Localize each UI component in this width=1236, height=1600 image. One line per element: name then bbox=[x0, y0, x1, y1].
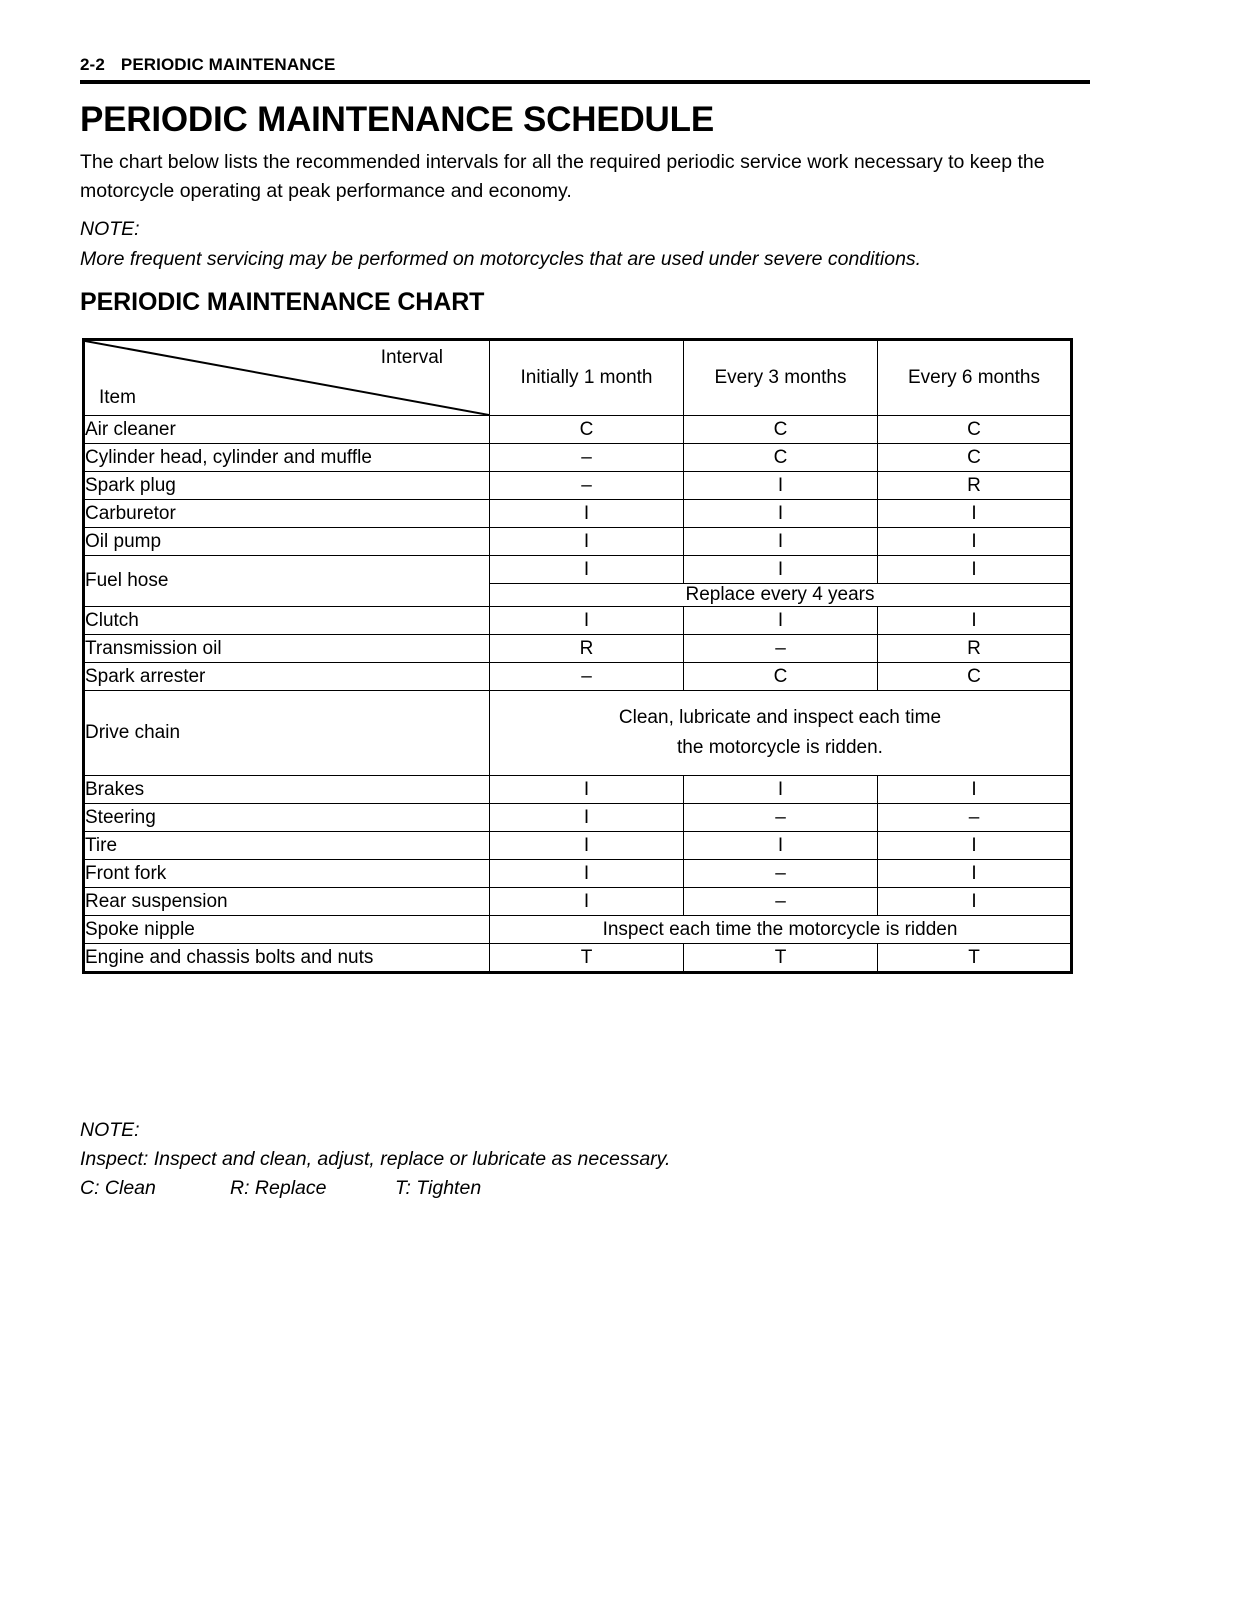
row-value: I bbox=[490, 500, 684, 528]
row-value: – bbox=[490, 472, 684, 500]
row-value: I bbox=[490, 556, 684, 584]
table-row bbox=[84, 916, 1072, 944]
row-item: Drive chain bbox=[84, 691, 490, 776]
row-value: I bbox=[490, 832, 684, 860]
row-value: I bbox=[878, 776, 1072, 804]
row-value: I bbox=[878, 832, 1072, 860]
table-row bbox=[84, 444, 1072, 472]
legend-replace: R: Replace bbox=[230, 1177, 327, 1199]
row-item: Brakes bbox=[84, 776, 490, 804]
maintenance-table bbox=[82, 338, 1073, 974]
row-item: Engine and chassis bolts and nuts bbox=[84, 944, 490, 973]
table-row bbox=[84, 556, 1072, 584]
row-item: Steering bbox=[84, 804, 490, 832]
intro-note-label: NOTE: bbox=[80, 218, 140, 240]
row-value: I bbox=[490, 607, 684, 635]
row-span-note-line2: the motorcycle is ridden. bbox=[677, 737, 883, 758]
row-value: I bbox=[878, 888, 1072, 916]
row-value: – bbox=[684, 860, 878, 888]
row-value: – bbox=[684, 888, 878, 916]
column-header-every-3-months: Every 3 months bbox=[684, 340, 878, 416]
row-value: I bbox=[684, 832, 878, 860]
section-name: PERIODIC MAINTENANCE bbox=[120, 55, 336, 74]
row-span-note bbox=[490, 691, 1072, 776]
row-value: – bbox=[490, 444, 684, 472]
row-span-note: Replace every 4 years bbox=[490, 584, 1072, 607]
row-item: Air cleaner bbox=[84, 416, 490, 444]
row-value: R bbox=[878, 635, 1072, 663]
row-item: Clutch bbox=[84, 607, 490, 635]
row-value: I bbox=[878, 500, 1072, 528]
table-row bbox=[84, 635, 1072, 663]
table-row bbox=[84, 607, 1072, 635]
footnote-legend bbox=[80, 1174, 1092, 1203]
header-rule bbox=[80, 80, 1090, 84]
row-value: I bbox=[490, 888, 684, 916]
table-row bbox=[84, 944, 1072, 973]
intro-note bbox=[80, 214, 1092, 274]
row-value: I bbox=[878, 556, 1072, 584]
row-item: Cylinder head, cylinder and muffle bbox=[84, 444, 490, 472]
maintenance-chart bbox=[82, 338, 1070, 974]
row-value: I bbox=[684, 607, 878, 635]
table-row bbox=[84, 691, 1072, 776]
row-value: – bbox=[684, 635, 878, 663]
row-item: Transmission oil bbox=[84, 635, 490, 663]
row-value: I bbox=[490, 776, 684, 804]
row-value: C bbox=[878, 444, 1072, 472]
running-head bbox=[80, 55, 1090, 84]
footnote-note-label: NOTE: bbox=[80, 1119, 140, 1141]
row-item: Rear suspension bbox=[84, 888, 490, 916]
row-value: C bbox=[490, 416, 684, 444]
row-item: Oil pump bbox=[84, 528, 490, 556]
legend-tighten: T: Tighten bbox=[395, 1177, 482, 1199]
row-value: C bbox=[878, 663, 1072, 691]
row-span-note: Inspect each time the motorcycle is ridden bbox=[490, 916, 1072, 944]
footnote-inspect-line: Inspect: Inspect and clean, adjust, replace or lubricate as necessary. bbox=[80, 1148, 671, 1170]
table-row bbox=[84, 888, 1072, 916]
page-title: PERIODIC MAINTENANCE SCHEDULE bbox=[80, 100, 714, 139]
chart-title: PERIODIC MAINTENANCE CHART bbox=[80, 288, 485, 316]
row-value: I bbox=[684, 472, 878, 500]
row-value: I bbox=[490, 860, 684, 888]
row-value: T bbox=[490, 944, 684, 973]
table-row bbox=[84, 528, 1072, 556]
row-value: R bbox=[878, 472, 1072, 500]
interval-label: Interval bbox=[380, 347, 443, 368]
row-item: Tire bbox=[84, 832, 490, 860]
table-header-row bbox=[84, 340, 1072, 416]
row-value: – bbox=[490, 663, 684, 691]
table-row bbox=[84, 804, 1072, 832]
row-item: Front fork bbox=[84, 860, 490, 888]
row-value: I bbox=[684, 528, 878, 556]
row-value: I bbox=[684, 500, 878, 528]
table-row bbox=[84, 500, 1072, 528]
row-value: I bbox=[878, 860, 1072, 888]
row-value: I bbox=[878, 528, 1072, 556]
row-span-note-line1: Clean, lubricate and inspect each time bbox=[618, 707, 942, 728]
table-row bbox=[84, 776, 1072, 804]
row-value: C bbox=[684, 663, 878, 691]
table-row bbox=[84, 472, 1072, 500]
row-value: C bbox=[878, 416, 1072, 444]
row-item: Spark plug bbox=[84, 472, 490, 500]
legend-clean: C: Clean bbox=[80, 1177, 156, 1199]
table-row bbox=[84, 416, 1072, 444]
row-value: – bbox=[684, 804, 878, 832]
row-value: C bbox=[684, 416, 878, 444]
row-value: C bbox=[684, 444, 878, 472]
row-value: R bbox=[490, 635, 684, 663]
intro-note-text: More frequent servicing may be performed on motorcycles that are used under severe conditions. bbox=[80, 248, 922, 270]
row-value: T bbox=[684, 944, 878, 973]
corner-header-cell bbox=[84, 340, 490, 416]
row-item: Carburetor bbox=[84, 500, 490, 528]
row-value: I bbox=[490, 528, 684, 556]
table-row bbox=[84, 832, 1072, 860]
item-label: Item bbox=[99, 387, 136, 408]
row-value: – bbox=[878, 804, 1072, 832]
row-value: I bbox=[878, 607, 1072, 635]
row-value: I bbox=[684, 556, 878, 584]
running-head-line bbox=[80, 55, 1090, 75]
column-header-initially-1-month: Initially 1 month bbox=[490, 340, 684, 416]
row-value: I bbox=[490, 804, 684, 832]
row-item: Fuel hose bbox=[84, 556, 490, 607]
row-value: I bbox=[684, 776, 878, 804]
row-value: T bbox=[878, 944, 1072, 973]
table-row bbox=[84, 663, 1072, 691]
intro-paragraph: The chart below lists the recommended intervals for all the required periodic service work necessary to keep the motorcycle operating at peak performance and economy. bbox=[80, 151, 1045, 202]
row-item: Spark arrester bbox=[84, 663, 490, 691]
table-row bbox=[84, 860, 1072, 888]
page-folio: 2-2 bbox=[80, 55, 105, 74]
column-header-every-6-months: Every 6 months bbox=[878, 340, 1072, 416]
row-item: Spoke nipple bbox=[84, 916, 490, 944]
footnotes bbox=[80, 1116, 1092, 1203]
